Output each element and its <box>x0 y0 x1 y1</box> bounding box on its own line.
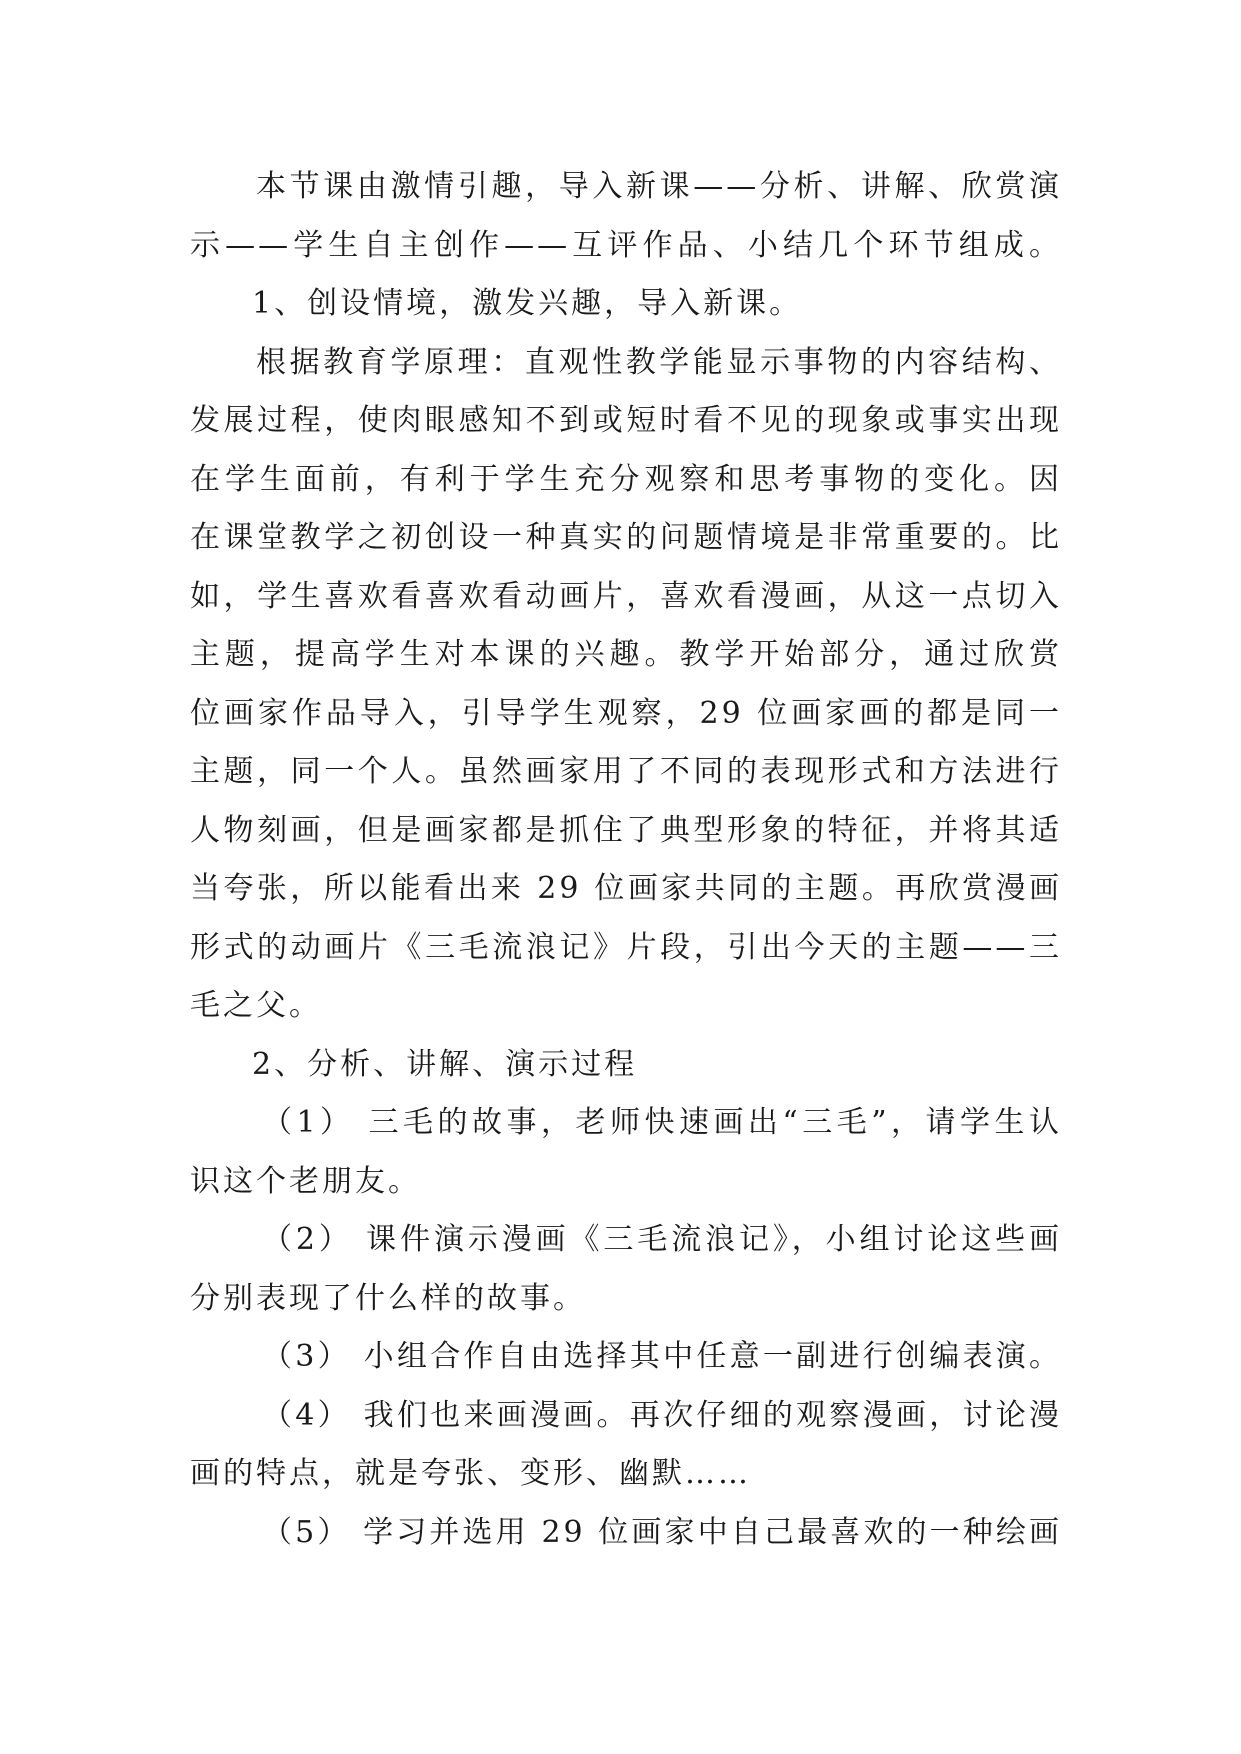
paragraph-line: 在课堂教学之初创设一种真实的问题情境是非常重要的。比 <box>190 520 1062 555</box>
list-item-line: （4） 我们也来画漫画。再次仔细的观察漫画，讨论漫 <box>262 1397 1062 1433</box>
paragraph-line: 形式的动画片《三毛流浪记》片段，引出今天的主题——三 <box>190 929 1062 965</box>
paragraph-line: 人物刻画，但是画家都是抓住了典型形象的特征，并将其适 <box>190 812 1062 848</box>
paragraph-line: 当夸张，所以能看出来 29 位画家共同的主题。再欣赏漫画 <box>190 871 1062 906</box>
section-heading: 2、分析、讲解、演示过程 <box>252 1046 638 1082</box>
list-item-line: 分别表现了什么样的故事。 <box>190 1280 586 1316</box>
paragraph-line: 根据教育学原理：直观性教学能显示事物的内容结构、 <box>256 344 1062 380</box>
paragraph-line: 主题，提高学生对本课的兴趣。教学开始部分，通过欣赏 <box>190 637 1062 672</box>
list-item-line: 画的特点，就是夸张、变形、幽默…… <box>190 1456 751 1491</box>
paragraph-line: 示——学生自主创作——互评作品、小结几个环节组成。 <box>190 227 1062 263</box>
list-item-line: （3） 小组合作自由选择其中任意一副进行创编表演。 <box>262 1339 1062 1374</box>
paragraph-line: 发展过程，使肉眼感知不到或短时看不见的现象或事实出现 <box>190 403 1062 438</box>
section-heading: 1、创设情境，激发兴趣，导入新课。 <box>252 286 803 321</box>
list-item-line: 识这个老朋友。 <box>190 1163 421 1199</box>
paragraph-line: 主题，同一个人。虽然画家用了不同的表现形式和方法进行 <box>190 754 1062 789</box>
document-body <box>190 158 1062 1562</box>
paragraph-line: 毛之父。 <box>190 988 322 1023</box>
list-item-line: （2） 课件演示漫画《三毛流浪记》，小组讨论这些画 <box>262 1222 1062 1257</box>
paragraph-line: 位画家作品导入，引导学生观察，29 位画家画的都是同一 <box>190 695 1062 731</box>
list-item-line: （5） 学习并选用 29 位画家中自己最喜欢的一种绘画 <box>262 1514 1062 1550</box>
list-item-line: （1） 三毛的故事，老师快速画出“三毛”，请学生认 <box>262 1105 1062 1140</box>
paragraph-line: 本节课由激情引趣，导入新课——分析、讲解、欣赏演 <box>256 169 1062 204</box>
paragraph-line: 如，学生喜欢看喜欢看动画片，喜欢看漫画，从这一点切入 <box>190 578 1062 614</box>
paragraph-line: 在学生面前，有利于学生充分观察和思考事物的变化。因 <box>190 461 1062 497</box>
